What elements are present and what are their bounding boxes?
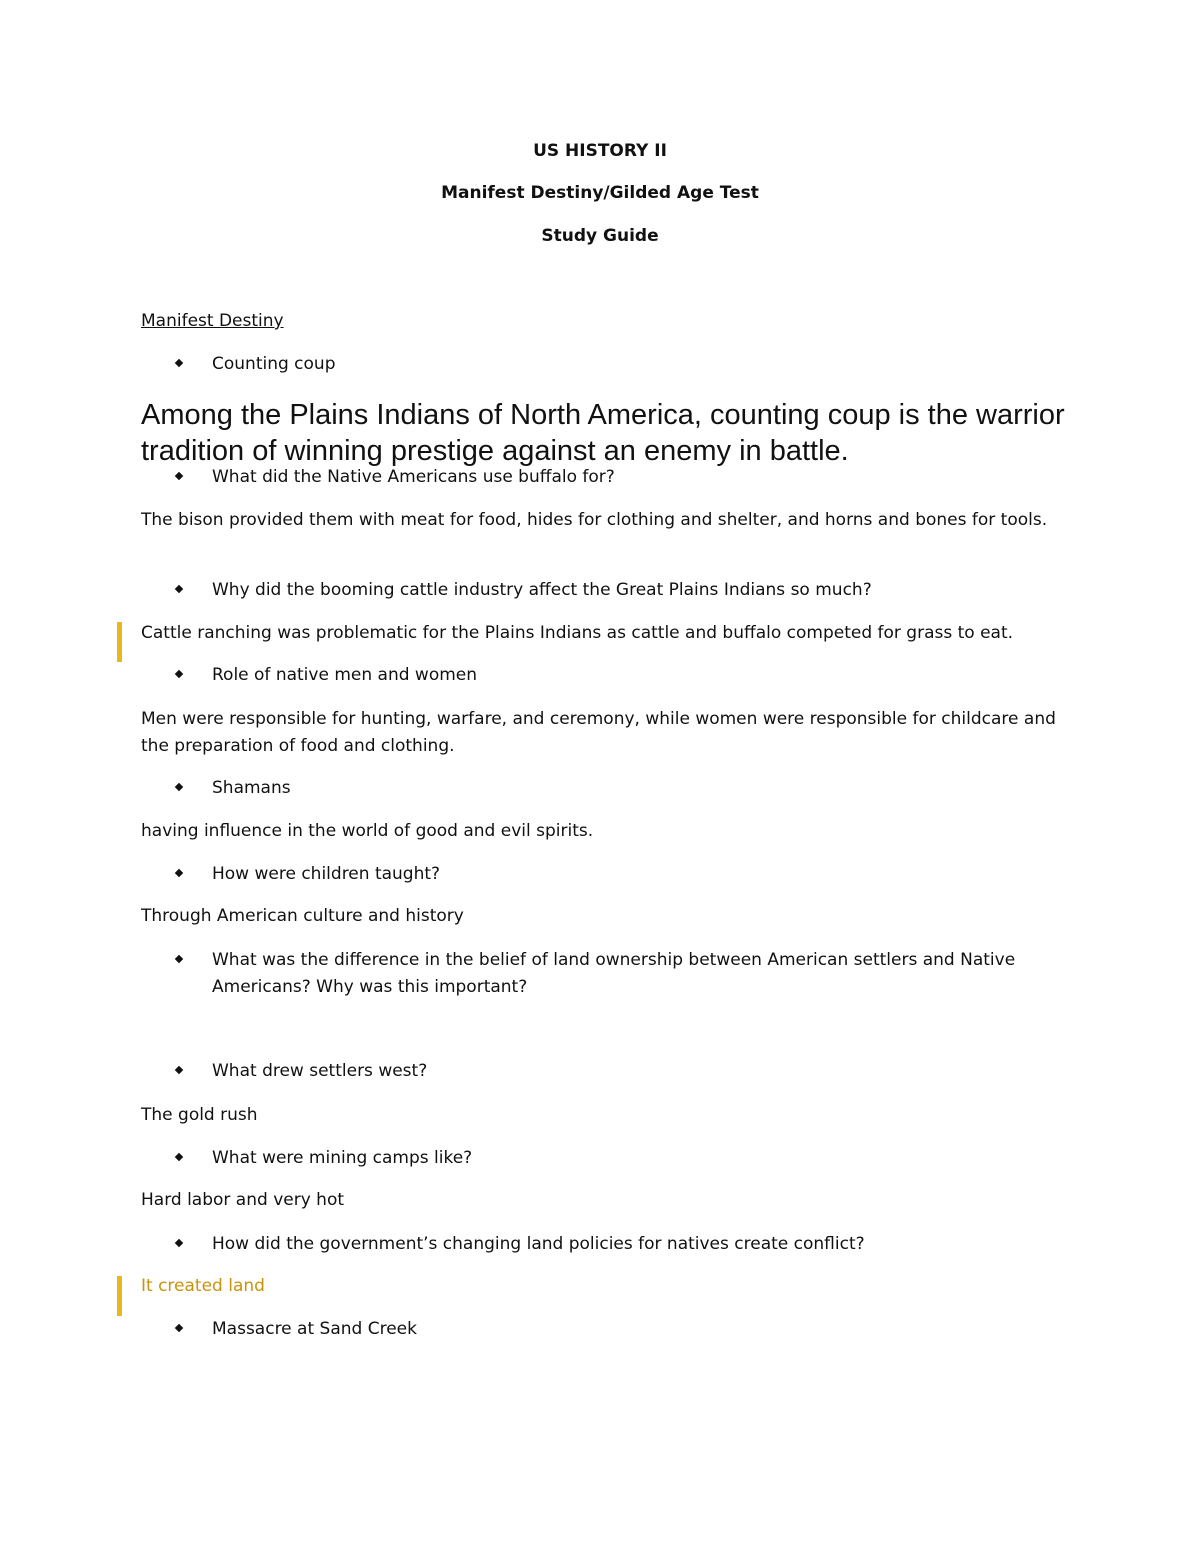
question-cattle-industry: Why did the booming cattle industry affect the Great Plains Indians so much?: [212, 580, 872, 600]
answer-children: Through American culture and history: [141, 906, 464, 926]
bullet-icon: [175, 585, 183, 593]
question-land-policies: How did the government’s changing land policies for natives create conflict?: [212, 1234, 865, 1254]
answer-mining-camps: Hard labor and very hot: [141, 1190, 345, 1210]
bullet-icon: [175, 1324, 183, 1332]
answer-roles: Men were responsible for hunting, warfare, and ceremony, while women were responsible for childcare and the preparation of food and clothing.: [141, 709, 1056, 756]
bullet-icon: [175, 869, 183, 877]
course-title: US HISTORY II: [533, 141, 667, 161]
bullet-icon: [175, 472, 183, 480]
bullet-icon: [175, 1066, 183, 1074]
bullet-icon: [175, 1239, 183, 1247]
answer-counting-coup: Among the Plains Indians of North America, counting coup is the warrior tradition of winning prestige against an enemy in battle.: [141, 399, 1065, 467]
guide-title: Study Guide: [541, 226, 659, 246]
bullet-icon: [175, 1153, 183, 1161]
question-mining-camps: What were mining camps like?: [212, 1148, 473, 1168]
answer-land-policies: It created land: [141, 1276, 265, 1296]
question-buffalo: What did the Native Americans use buffalo for?: [212, 467, 615, 487]
answer-buffalo: The bison provided them with meat for food, hides for clothing and shelter, and horns and bones for tools.: [141, 510, 1048, 530]
section-heading: Manifest Destiny: [141, 311, 284, 331]
answer-cattle-industry: Cattle ranching was problematic for the Plains Indians as cattle and buffalo competed for grass to eat.: [141, 623, 1014, 643]
question-sand-creek: Massacre at Sand Creek: [212, 1319, 417, 1339]
bullet-icon: [175, 670, 183, 678]
question-land-ownership: What was the difference in the belief of land ownership between American settlers and Native Americans? Why was this important?: [212, 950, 1016, 997]
question-settlers-west: What drew settlers west?: [212, 1061, 428, 1081]
change-bar: [117, 622, 122, 662]
question-children: How were children taught?: [212, 864, 441, 884]
change-bar: [117, 1276, 122, 1316]
bullet-icon: [175, 359, 183, 367]
bullet-icon: [175, 955, 183, 963]
question-counting-coup: Counting coup: [212, 354, 336, 374]
question-roles: Role of native men and women: [212, 665, 478, 685]
answer-shamans: having influence in the world of good and evil spirits.: [141, 821, 594, 841]
bullet-icon: [175, 783, 183, 791]
answer-settlers-west: The gold rush: [141, 1105, 258, 1125]
test-title: Manifest Destiny/Gilded Age Test: [441, 183, 759, 203]
question-shamans: Shamans: [212, 778, 291, 798]
